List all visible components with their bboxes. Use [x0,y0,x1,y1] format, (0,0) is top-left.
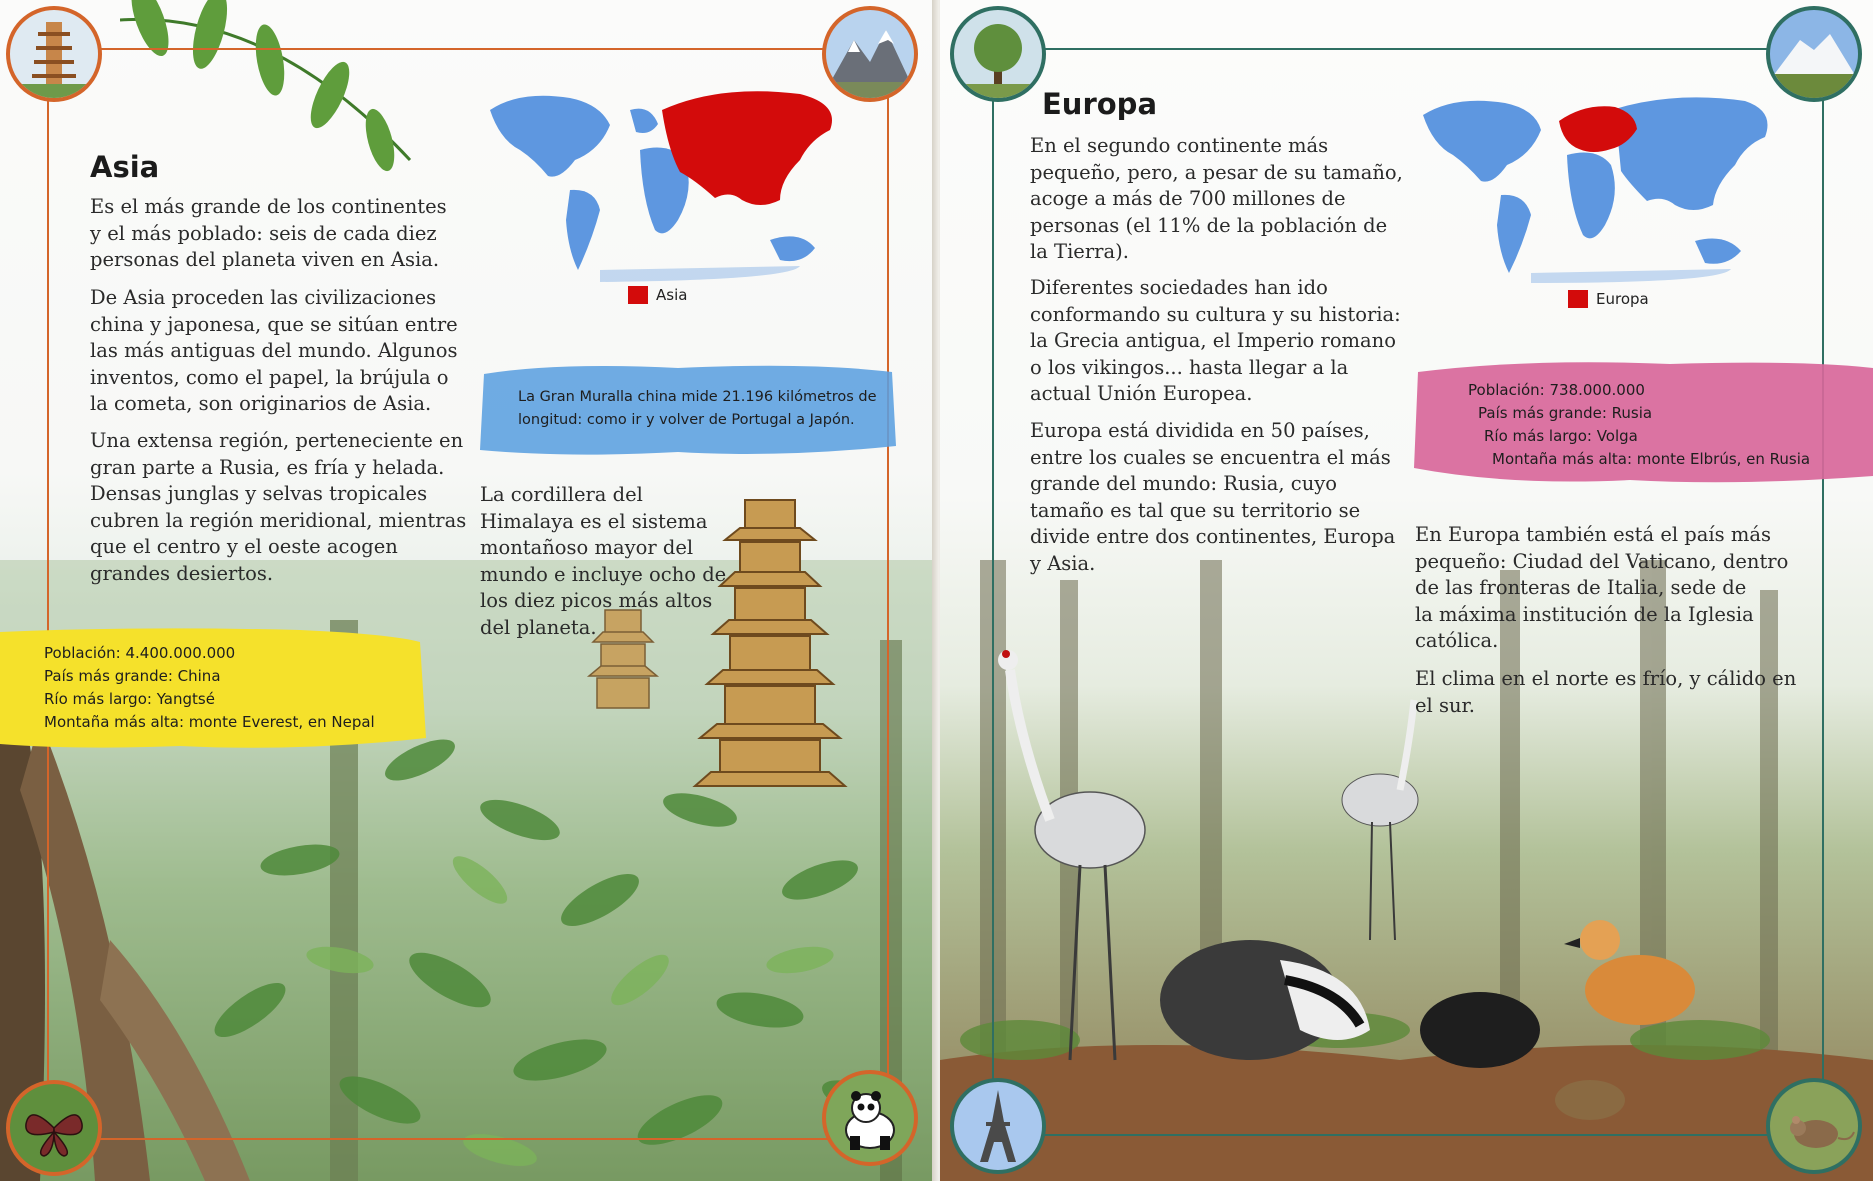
stat-population: Población: 738.000.000 [1468,381,1645,399]
panda-icon [822,1070,918,1166]
stat-longest-river: Río más largo: Yangtsé [44,690,215,708]
europe-page [940,0,1873,1181]
eiffel-tower-icon [950,1078,1046,1174]
legend-label: Europa [1596,290,1649,308]
stat-highest-mountain: Montaña más alta: monte Elbrús, en Rusia [1492,450,1811,468]
stat-largest-country: País más grande: China [44,667,221,685]
stat-population: Población: 4.400.000.000 [44,644,236,662]
asia-map-legend [628,286,687,304]
asia-stats-box [44,642,375,734]
europe-paragraph-2: Diferentes sociedades han ido conformando su cultura y su historia: la Grecia antigua, el Imperio romano o los vikingos... hasta llegar a la actual Unión Europea. [1030,276,1401,405]
pagoda-icon [6,6,102,102]
legend-swatch [628,286,648,304]
asia-title: Asia [90,150,160,184]
asia-paragraph-1: Es el más grande de los continentes y el más poblado: seis de cada diez personas del planeta viven en Asia. [90,195,447,271]
stat-longest-river: Río más largo: Volga [1484,427,1638,445]
mouse-icon [1766,1078,1862,1174]
europe-paragraph-1: En el segundo continente más pequeño, pero, a pesar de su tamaño, acoge a más de 700 millones de personas (el 11% de la población de la Tierra). [1030,134,1403,263]
asia-paragraph-3: Una extensa región, perteneciente en gran parte a Rusia, es fría y helada. Densas junglas y selvas tropicales cubren la región meridional, mientras que el centro y el oeste acogen grandes desiertos. [90,429,467,585]
tree-icon [950,6,1046,102]
asia-paragraph-2: De Asia proceden las civilizaciones china y japonesa, que se sitúan entre las más antiguas del mundo. Algunos inventos, como el papel, la brújula o la cometa, son originarios de Asia. [90,286,458,415]
asia-world-map [480,80,860,285]
climate-paragraph: El clima en el norte es frío, y cálido en el sur. [1415,667,1797,717]
himalaya-paragraph: La cordillera del Himalaya es el sistema montañoso mayor del mundo e incluye ocho de los diez picos más altos del planeta. [480,483,727,639]
stat-highest-mountain: Montaña más alta: monte Everest, en Nepal [44,713,375,731]
legend-swatch [1568,290,1588,308]
europe-paragraph-3: Europa está dividida en 50 países, entre los cuales se encuentra el más grande del mundo: Rusia, cuyo tamaño es tal que su territorio se divide entre dos continentes, Europa y Asia. [1030,419,1396,575]
europe-map-legend [1568,290,1649,308]
europe-world-map [1415,85,1785,285]
vatican-paragraph: En Europa también está el país más pequeño: Ciudad del Vaticano, dentro de las fronteras de Italia, sede de la máxima institución de la Iglesia católica. [1415,523,1789,652]
great-wall-fact: La Gran Muralla china mide 21.196 kilómetros de longitud: como ir y volver de Portugal a Japón. [518,389,877,428]
legend-label: Asia [656,286,688,304]
stat-largest-country: País más grande: Rusia [1478,404,1653,422]
europe-stats-box [1468,379,1810,471]
butterfly-icon [6,1080,102,1176]
europe-title: Europa [1042,87,1158,121]
